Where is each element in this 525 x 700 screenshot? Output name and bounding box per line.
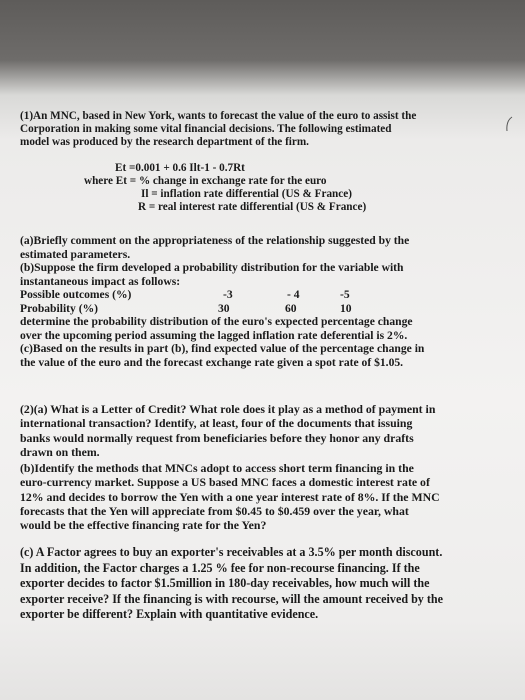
table-row-label: Possible outcomes (%) bbox=[20, 288, 132, 301]
q1-part-c-line: the value of the euro and the forecast exchange rate given a spot rate of $1.05. bbox=[20, 355, 404, 369]
table-cell: - 4 bbox=[287, 288, 300, 301]
table-cell: 30 bbox=[218, 301, 230, 315]
q2-part-a-line: (2)(a) What is a Letter of Credit? What role does it play as a method of payment in bbox=[20, 402, 436, 416]
q2-part-b-line: would be the effective financing rate for the Yen? bbox=[20, 518, 267, 533]
q1-intro-line: model was produced by the research department of the firm. bbox=[20, 136, 309, 148]
q2-part-a-line: drawn on them. bbox=[20, 444, 100, 459]
table-row-label: Probability (%) bbox=[20, 301, 99, 315]
q2-part-a-line: international transaction? Identify, at least, four of the documents that issuing bbox=[20, 416, 413, 431]
q2-part-a-line: banks would normally request from beneficiaries before they honor any drafts bbox=[20, 430, 414, 445]
q1-part-b-line: over the upcoming period assuming the lagged inflation rate deferential is 2%. bbox=[20, 328, 408, 342]
q1-intro-line: Corporation in making some vital financial decisions. The following estimated bbox=[20, 123, 392, 135]
model-equation: Et =0.001 + 0.6 Ilt-1 - 0.7Rt bbox=[115, 162, 245, 174]
table-cell: 60 bbox=[285, 301, 297, 315]
q2-part-b-line: (b)Identify the methods that MNCs adopt to access short term financing in the bbox=[20, 461, 414, 475]
pen-mark-icon bbox=[504, 115, 514, 133]
q2-part-c-line: (c) A Factor agrees to buy an exporter's receivables at a 3.5% per month discount. bbox=[20, 545, 443, 559]
q2-part-c-line: exporter be different? Explain with quantitative evidence. bbox=[20, 607, 319, 621]
where-line: R = real interest rate differential (US & France) bbox=[138, 201, 367, 213]
q1-part-a-line: estimated parameters. bbox=[20, 247, 131, 261]
q2-part-c-line: exporter decides to factor $1.5million in 180-day receivables, how much will the bbox=[20, 576, 430, 590]
where-line: Il = inflation rate differential (US & France) bbox=[141, 188, 352, 200]
q1-intro-line: (1)An MNC, based in New York, wants to forecast the value of the euro to assist the bbox=[20, 110, 417, 122]
table-cell: 10 bbox=[340, 301, 352, 315]
table-cell: -5 bbox=[340, 288, 350, 301]
q2-part-c-line: exporter receive? If the financing is with recourse, will the amount received by the bbox=[20, 591, 443, 606]
q1-part-a-line: (a)Briefly comment on the appropriateness of the relationship suggested by the bbox=[20, 234, 410, 247]
q1-part-b-line: determine the probability distribution of the euro's expected percentage change bbox=[20, 315, 413, 328]
q1-part-b-line: (b)Suppose the firm developed a probability distribution for the variable with bbox=[20, 261, 404, 274]
q1-part-c-line: (c)Based on the results in part (b), find expected value of the percentage change in bbox=[20, 342, 425, 355]
table-cell: -3 bbox=[223, 288, 233, 301]
q1-part-b-line: instantaneous impact as follows: bbox=[20, 274, 181, 288]
q2-part-c-line: In addition, the Factor charges a 1.25 % fee for non-recourse financing. If the bbox=[20, 560, 420, 575]
where-line: where Et = % change in exchange rate for the euro bbox=[84, 175, 327, 187]
q2-part-b-line: forecasts that the Yen will appreciate from $0.45 to $0.459 over the year, what bbox=[20, 503, 409, 518]
q2-part-b-line: 12% and decides to borrow the Yen with a one year interest rate of 8%. If the MNC bbox=[20, 489, 440, 504]
q2-part-b-line: euro-currency market. Suppose a US based MNC faces a domestic interest rate of bbox=[20, 475, 430, 490]
